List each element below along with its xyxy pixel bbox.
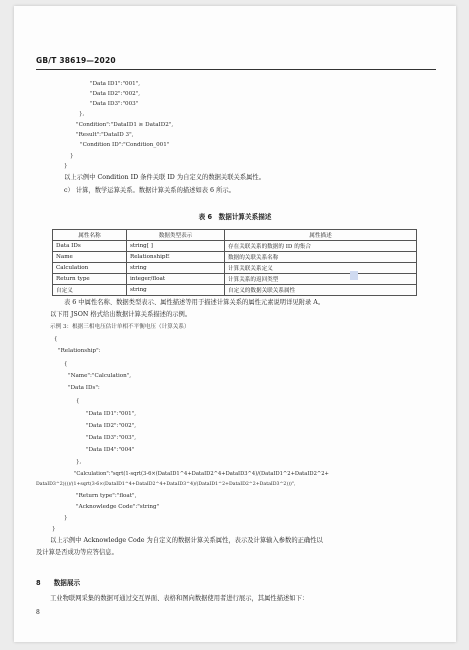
table-cell: Name (53, 252, 127, 263)
paragraph: 以上示例中 Condition ID 条件关联 ID 为自定义的数据关联关系属性。 (64, 174, 266, 181)
code-line: { (76, 398, 80, 404)
section-title: 数据展示 (53, 579, 81, 587)
code-line: } (64, 515, 68, 521)
code-line: "Data IDs": (68, 385, 100, 391)
code-line: "Return type":"float", (76, 493, 137, 499)
code-line: "Data ID3":"003" (90, 101, 139, 107)
code-line: "Relationship": (58, 348, 101, 354)
code-line: }, (76, 459, 82, 465)
paragraph: c） 计算，数学运算关系。数据计算关系的描述如表 6 所示。 (64, 187, 235, 194)
code-line: "Data ID1":"001", (86, 411, 137, 417)
table-row (53, 285, 417, 296)
table-row (53, 263, 417, 274)
table-cell: Return type (53, 274, 127, 285)
table-cell: integer/float (127, 274, 225, 285)
code-line: "Condition":"DataID1 ≥ DataID2", (76, 122, 174, 128)
paragraph: 以下用 JSON 格式给出数据计算关系描述的示例。 (50, 311, 192, 318)
code-line: }, (79, 111, 85, 117)
example-title: 示例 3：根据三相电压估计单相不平衡电压（计算关系） (50, 324, 190, 330)
table-cell: 存在关联关系的数据的 ID 的集合 (225, 241, 417, 252)
table-cell: string[ ] (127, 241, 225, 252)
paragraph: 表 6 中属性名称、数据类型表示、属性描述等用于描述计算关系的属性元素说明详见附录 A。 (64, 299, 325, 306)
paragraph: 以上示例中 Acknowledge Code 为自定义的数据计算关系属性，表示及计算输入参数的正确性以 (50, 537, 323, 544)
table-cell: 自定义的数据关联关系属性 (225, 285, 417, 296)
table-header-row (53, 230, 417, 241)
table-row (53, 241, 417, 252)
table-cell: string (127, 263, 225, 274)
code-line: } (64, 163, 68, 169)
table-cell: 自定义 (53, 285, 127, 296)
table-row (53, 274, 417, 285)
section-number: 8 (36, 579, 41, 587)
paragraph: 工业物联网采集的数据可通过交互界面、表格和图向数据使用者进行展示，其属性描述如下： (50, 595, 309, 602)
code-line: { (64, 361, 68, 367)
selection-highlight (350, 265, 358, 284)
code-line: "Data ID2":"002", (86, 423, 137, 429)
code-line: DataID3^2))))/(1+sqrt(3-6×(DataID1^4+DataID2^4+DataID3^4)/(DataID1^2+DataID2^2+DataID3^2)))", (36, 482, 296, 487)
table-cell: 数据的关联关系名称 (225, 252, 417, 263)
table-cell: string (127, 285, 225, 296)
code-line: "Condition ID":"Condition_001" (80, 142, 170, 148)
table-row (53, 252, 417, 263)
header-rule (36, 69, 436, 70)
table-cell: RelationshipE (127, 252, 225, 263)
table-header-cell: 属性描述 (225, 230, 417, 241)
data-table (52, 229, 417, 296)
table-caption: 表 6 数据计算关系描述 (198, 213, 272, 221)
code-line: "Acknowledge Code":"string" (76, 504, 160, 510)
code-line: "Data ID4":"004" (86, 447, 135, 453)
table-header-cell: 属性名称 (53, 230, 127, 241)
code-line: } (52, 526, 56, 532)
code-line: "Data ID1":"001", (90, 81, 141, 87)
document-page (14, 6, 456, 642)
table-cell: 计算关联关系定义 (225, 263, 417, 274)
table-header-cell: 数据类型表示 (127, 230, 225, 241)
code-line: "Data ID3":"003", (86, 435, 137, 441)
paragraph: 及计算是否成功等应答信息。 (36, 549, 118, 556)
code-line: "Result":"DataID 3", (76, 132, 134, 138)
code-line: "Data ID2":"002", (90, 91, 141, 97)
standard-code: GB/T 38619—2020 (36, 56, 116, 65)
table-cell: 计算关系的返回类型 (225, 274, 417, 285)
code-line: "Calculation":"sqrt(1-sqrt(3-6×(DataID1^4+DataID2^4+DataID3^4)/(DataID1^2+DataID2^2+ (74, 471, 329, 477)
code-line: "Name":"Calculation", (68, 373, 132, 379)
table-cell: Calculation (53, 263, 127, 274)
code-line: } (70, 153, 74, 159)
section-heading (36, 570, 80, 589)
table-cell: Data IDs (53, 241, 127, 252)
code-line: { (54, 336, 58, 342)
page-number: 8 (36, 609, 40, 616)
